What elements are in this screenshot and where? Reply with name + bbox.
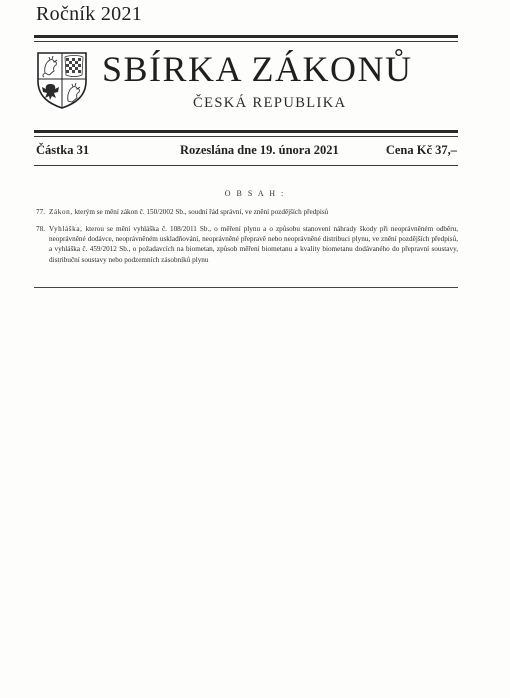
entry-body: kterou se mění vyhláška č. 108/2011 Sb., o měření plynu a o způsobu stanovení náhrady škody při neoprávněném odběru, neoprávněné dodávce, neoprávněném uskladňování, neoprávněné přepravě nebo neoprávněné distribuci plynu, ve znění pozdějších předpisů, a vyhláška č. 459/2012 Sb., o požadavcích na biometan, způsob měření biometanu a kvality biometanu dodávaného do přepravní soustavy, distribuční soustavy nebo podzemních zásobníků plynu — [49, 225, 458, 264]
contents-entry — [36, 224, 458, 266]
entry-number: 78. — [36, 225, 45, 233]
issue-date: Rozeslána dne 19. února 2021 — [180, 143, 339, 157]
contents-heading: O B S A H : — [224, 189, 286, 198]
gazette-subtitle: ČESKÁ REPUBLIKA — [193, 95, 347, 111]
entry-number: 77. — [36, 208, 45, 216]
entry-text — [49, 207, 458, 217]
entry-lead: Vyhláška, — [49, 225, 83, 233]
volume-label: Ročník 2021 — [36, 3, 143, 25]
top-thick-rule — [34, 35, 458, 38]
top-thin-rule — [34, 41, 458, 42]
masthead-thin-rule — [34, 136, 458, 137]
contents-end-rule — [34, 287, 458, 288]
masthead-thick-rule — [34, 130, 458, 133]
issue-part: Částka 31 — [36, 143, 90, 157]
czech-coat-of-arms-icon — [36, 51, 88, 109]
entry-body: kterým se mění zákon č. 150/2002 Sb., soudní řád správní, ve znění pozdějších předpisů — [74, 208, 329, 216]
entry-text — [49, 224, 458, 265]
gazette-title: SBÍRKA ZÁKONŮ — [102, 49, 413, 89]
issue-bottom-rule — [34, 165, 458, 166]
entry-lead: Zákon, — [49, 208, 73, 216]
issue-price: Cena Kč 37,– — [385, 143, 457, 157]
